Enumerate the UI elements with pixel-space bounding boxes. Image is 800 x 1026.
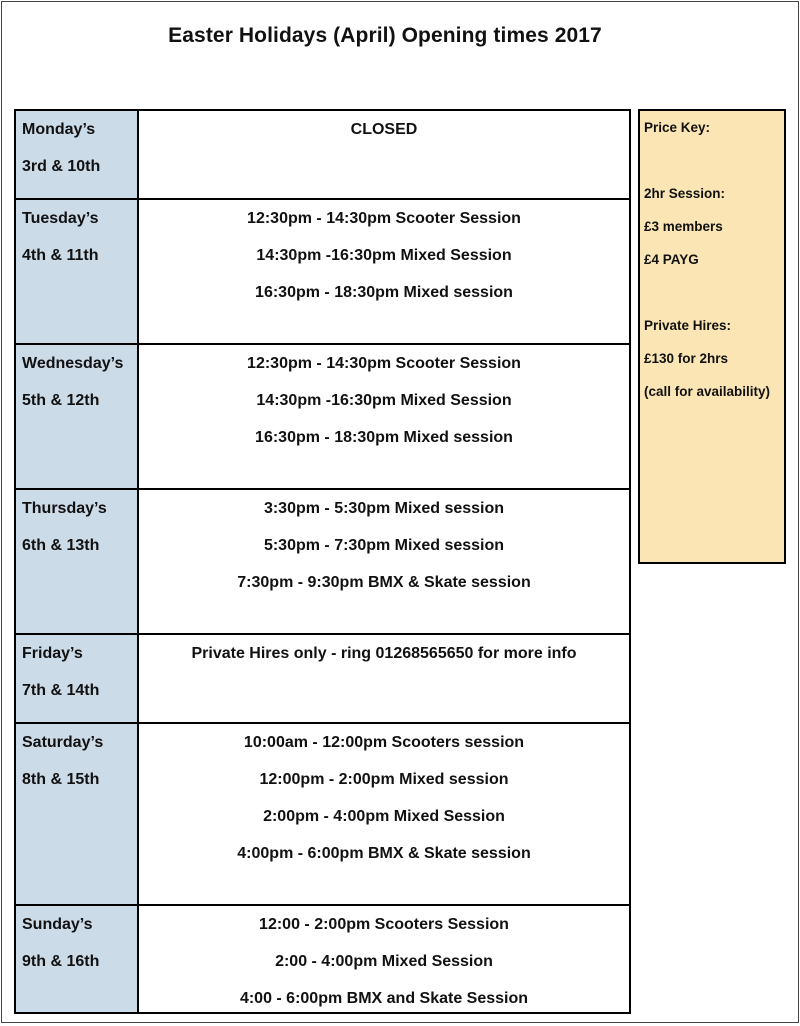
day-cell [16, 724, 139, 904]
schedule-row-thursday [16, 488, 629, 633]
payg-price: £4 PAYG [644, 252, 699, 267]
session-item: 12:30pm - 14:30pm Scooter Session [247, 210, 521, 227]
session-item: 4:00pm - 6:00pm BMX & Skate session [237, 845, 531, 862]
session-item: 12:00 - 2:00pm Scooters Session [259, 916, 509, 933]
session-item: 3:30pm - 5:30pm Mixed session [263, 500, 505, 517]
day-name: Tuesday’s [22, 210, 99, 227]
private-hires-note: (call for availability) [644, 384, 771, 399]
session-price-heading: 2hr Session: [644, 186, 726, 201]
session-item: 14:30pm -16:30pm Mixed Session [256, 247, 512, 264]
sessions-cell [139, 345, 629, 488]
day-dates: 5th & 12th [22, 392, 100, 409]
session-item: 7:30pm - 9:30pm BMX & Skate session [237, 574, 531, 591]
day-cell [16, 200, 139, 343]
schedule-row-sunday [16, 904, 629, 1012]
schedule-row-tuesday [16, 198, 629, 343]
day-name: Friday’s [22, 645, 83, 662]
schedule-row-monday [16, 111, 629, 198]
day-dates: 7th & 14th [22, 682, 100, 699]
day-name: Thursday’s [22, 500, 107, 517]
day-name: Sunday’s [22, 916, 93, 933]
day-name: Saturday’s [22, 734, 104, 751]
day-cell [16, 345, 139, 488]
session-item: 16:30pm - 18:30pm Mixed session [255, 284, 513, 301]
day-cell [16, 635, 139, 722]
sessions-cell [139, 906, 629, 1012]
sessions-cell [139, 200, 629, 343]
day-dates: 6th & 13th [22, 537, 100, 554]
members-price: £3 members [644, 219, 723, 234]
schedule-row-friday [16, 633, 629, 722]
sessions-cell [139, 111, 629, 198]
sessions-cell [139, 635, 629, 722]
day-dates: 4th & 11th [22, 247, 99, 264]
day-dates: 8th & 15th [22, 771, 100, 788]
day-name: Monday’s [22, 121, 96, 138]
day-cell [16, 490, 139, 633]
session-item: 14:30pm -16:30pm Mixed Session [256, 392, 512, 409]
day-dates: 9th & 16th [22, 953, 100, 970]
session-item: Private Hires only - ring 01268565650 for more info [191, 645, 577, 662]
schedule-table [14, 109, 631, 1014]
session-item: CLOSED [350, 121, 418, 138]
private-hires-price: £130 for 2hrs [644, 351, 729, 366]
session-item: 12:00pm - 2:00pm Mixed session [259, 771, 509, 788]
day-cell [16, 906, 139, 1012]
price-key-box [638, 109, 786, 564]
spacer [644, 284, 784, 317]
private-hires-heading: Private Hires: [644, 318, 732, 333]
spacer [644, 152, 784, 185]
session-item: 2:00pm - 4:00pm Mixed Session [263, 808, 505, 825]
day-name: Wednesday’s [22, 355, 124, 372]
session-item: 5:30pm - 7:30pm Mixed session [263, 537, 505, 554]
session-item: 4:00 - 6:00pm BMX and Skate Session [239, 990, 529, 1007]
session-item: 12:30pm - 14:30pm Scooter Session [247, 355, 521, 372]
session-item: 2:00 - 4:00pm Mixed Session [275, 953, 493, 970]
page-title: Easter Holidays (April) Opening times 2017 [168, 24, 602, 47]
sessions-cell [139, 490, 629, 633]
session-item: 16:30pm - 18:30pm Mixed session [255, 429, 513, 446]
schedule-row-wednesday [16, 343, 629, 488]
opening-times-page [1, 1, 799, 1023]
schedule-row-saturday [16, 722, 629, 904]
day-dates: 3rd & 10th [22, 158, 101, 175]
session-item: 10:00am - 12:00pm Scooters session [243, 734, 525, 751]
sessions-cell [139, 724, 629, 904]
price-key-heading: Price Key: [644, 120, 711, 135]
day-cell [16, 111, 139, 198]
